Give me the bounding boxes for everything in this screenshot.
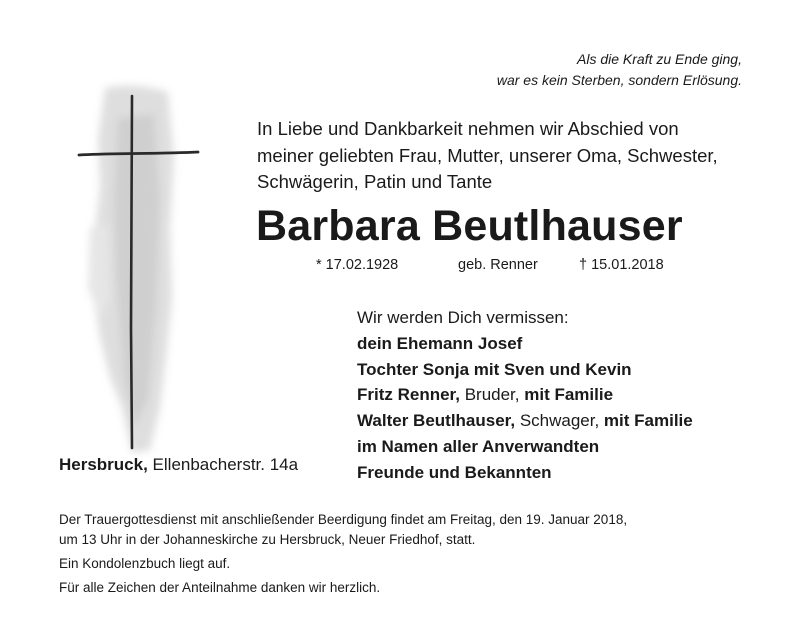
brother-relation: Bruder, bbox=[459, 385, 525, 405]
cross-icon bbox=[70, 78, 200, 458]
mourners-heading: Wir werden Dich vermissen: bbox=[357, 308, 569, 327]
service-line-2: um 13 Uhr in der Johanneskirche zu Hersbruck, Neuer Friedhof, statt. bbox=[59, 532, 476, 547]
address-street: Ellenbacherstr. 14a bbox=[147, 455, 299, 474]
brother-in-law-name: Walter Beutlhauser, bbox=[357, 411, 516, 431]
maiden-name: geb. Renner bbox=[458, 257, 538, 273]
death-date: † 15.01.2018 bbox=[579, 257, 664, 273]
intro-text bbox=[257, 116, 747, 196]
condolence-note: Ein Kondolenzbuch liegt auf. bbox=[59, 556, 231, 571]
quote-line-2: war es kein Sterben, sondern Erlösung. bbox=[496, 72, 742, 88]
intro-line-1: In Liebe und Dankbarkeit nehmen wir Abschied von bbox=[257, 118, 679, 139]
mourner-friends: Freunde und Bekannten bbox=[357, 462, 552, 482]
mourners-list bbox=[357, 305, 777, 486]
thanks-note: Für alle Zeichen der Anteilnahme danken wir herzlich. bbox=[59, 580, 381, 595]
brother-family: mit Familie bbox=[524, 385, 614, 405]
service-line-1: Der Trauergottesdienst mit anschließender Beerdigung findet am Freitag, den 19. Januar 2018, bbox=[59, 512, 628, 527]
birth-date: * 17.02.1928 bbox=[316, 257, 399, 273]
deceased-name: Barbara Beutlhauser bbox=[256, 202, 683, 250]
mourner-brother-in-law bbox=[357, 408, 777, 434]
brother-in-law-relation: Schwager, bbox=[515, 411, 604, 431]
mourner-daughter: Tochter Sonja mit Sven und Kevin bbox=[357, 359, 632, 379]
mourner-husband: dein Ehemann Josef bbox=[357, 333, 523, 353]
mourner-brother bbox=[357, 382, 777, 408]
intro-line-2: meiner geliebten Frau, Mutter, unserer Oma, Schwester, bbox=[257, 144, 718, 166]
brother-in-law-family: mit Familie bbox=[603, 411, 693, 431]
address-town: Hersbruck, bbox=[59, 455, 148, 474]
mourner-address bbox=[59, 455, 298, 475]
service-info bbox=[59, 510, 759, 598]
mourner-relatives: im Namen aller Anverwandten bbox=[357, 436, 600, 456]
quote-line-1: Als die Kraft zu Ende ging, bbox=[577, 51, 742, 67]
intro-line-3: Schwägerin, Patin und Tante bbox=[257, 171, 493, 192]
brother-name: Fritz Renner, bbox=[357, 385, 460, 405]
epitaph-quote bbox=[470, 49, 742, 91]
